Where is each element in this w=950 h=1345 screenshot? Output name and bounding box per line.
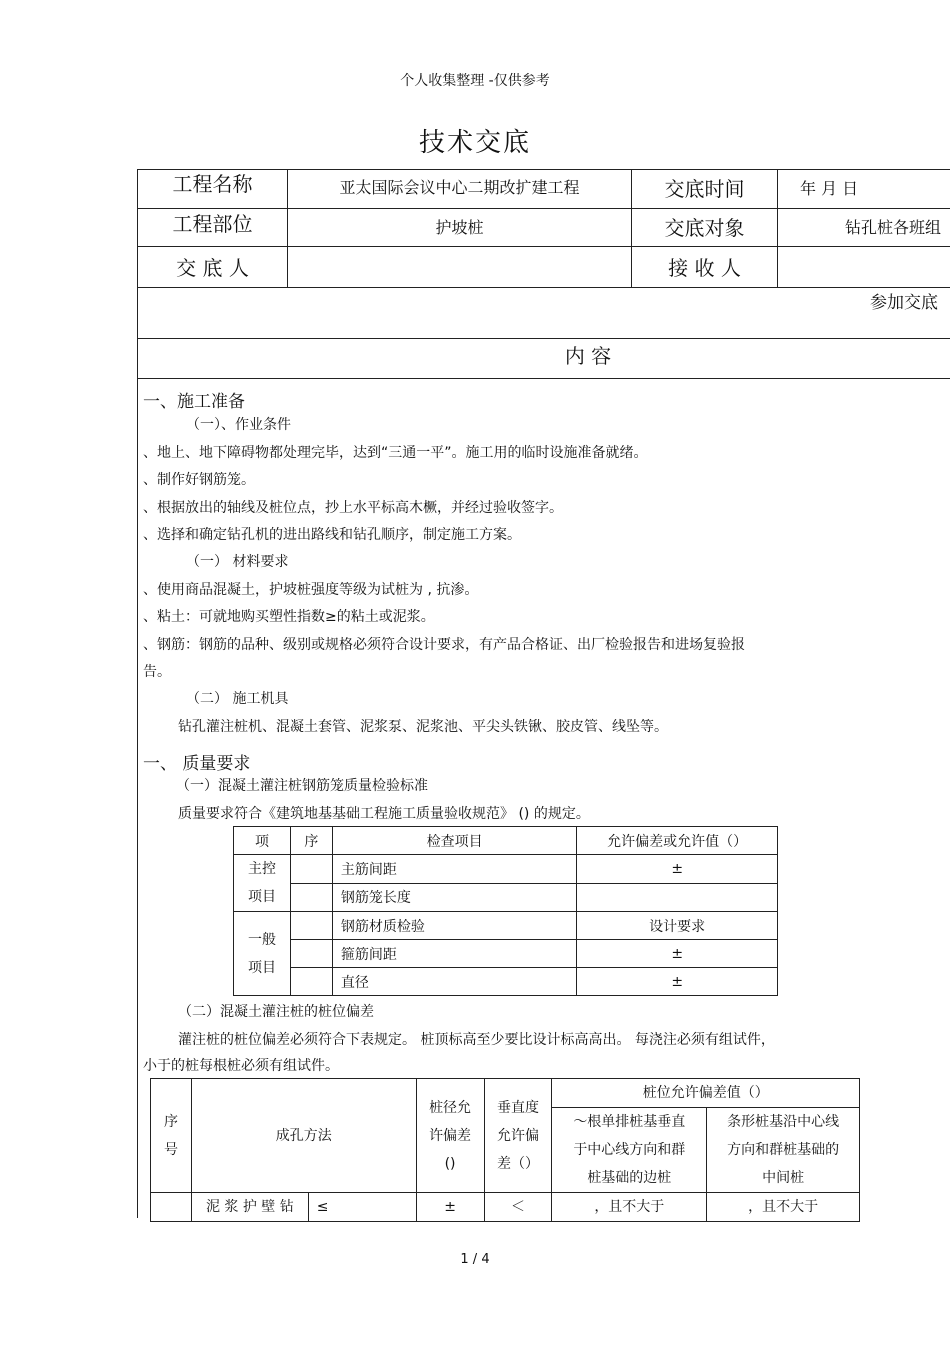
section-1-title: 一、施工准备 <box>143 392 245 412</box>
table-cell-condition: ≤ <box>308 1193 416 1222</box>
rebar-cage-inspection-table <box>233 826 778 996</box>
part-label: 工程部位 <box>172 211 253 236</box>
section-1-line-5: 、使用商品混凝土，护坡桩强度等级为试桩为 , 抗渗。 <box>143 582 479 598</box>
table-cell-verticality: ＜ <box>484 1193 552 1222</box>
table2-header-no: 序 号 <box>151 1079 192 1193</box>
section-1-line-2: 、制作好钢筋笼。 <box>143 472 255 488</box>
table1-group-main: 主控 项目 <box>234 855 291 912</box>
target-value: 钻孔桩各班组 <box>845 217 942 237</box>
table2-header-position-middle: 条形桩基沿中心线 方向和群桩基础的 中间桩 <box>707 1108 860 1193</box>
section-1-line-7: 、钢筋：钢筋的品种、级别或规格必须符合设计要求，有产品合格证、出厂检验报告和进场复验报 <box>143 637 745 653</box>
section-1-line-4: 、选择和确定钻孔机的进出路线和钻孔顺序，制定施工方案。 <box>143 527 521 543</box>
page-number: 1 / 4 <box>460 1252 490 1267</box>
section-2-title: 一、 质量要求 <box>143 754 251 774</box>
table1-header-item: 项 <box>234 827 291 855</box>
table-cell-value: 设计要求 <box>577 912 778 940</box>
date-label: 交底时间 <box>664 176 745 201</box>
table-cell-diameter: ± <box>416 1193 484 1222</box>
section-1-line-6: 、粘土：可就地购买塑性指数≥的粘土或泥浆。 <box>143 609 435 625</box>
table1-header-check: 检查项目 <box>332 827 577 855</box>
page-header: 个人收集整理 -仅供参考 <box>400 73 550 89</box>
table2-header-diameter: 桩径允 许偏差 () <box>416 1079 484 1193</box>
project-name-value: 亚太国际会议中心二期改扩建工程 <box>339 178 580 197</box>
table-cell-value <box>577 883 778 912</box>
section-2-line-3: 小于的桩每根桩必须有组试件。 <box>143 1058 339 1074</box>
project-name-label: 工程名称 <box>172 171 253 196</box>
section-1-line-7b: 告。 <box>143 664 171 680</box>
section-2-line-1: 质量要求符合《建筑地基基础工程施工质量验收规范》 () 的规定。 <box>178 806 590 822</box>
section-1-sub-1: （一）、作业条件 <box>186 417 291 433</box>
table2-header-position: 桩位允许偏差值（） <box>552 1079 860 1108</box>
date-value: 年 月 日 <box>800 178 859 198</box>
participants-label: 参加交底 <box>870 292 938 313</box>
section-1-line-3: 、根据放出的轴线及桩位点，抄上水平标高木橛，并经过验收签字。 <box>143 500 563 516</box>
section-2-sub-1: （一）混凝土灌注桩钢筋笼质量检验标准 <box>176 778 428 794</box>
table-row: 钢筋材质检验 <box>332 912 577 940</box>
section-2-sub-2: （二）混凝土灌注桩的桩位偏差 <box>178 1004 374 1020</box>
content-label: 内 容 <box>564 343 612 368</box>
table-cell-position-middle: ，且不大于 <box>707 1193 860 1222</box>
table-row: 箍筋间距 <box>332 940 577 968</box>
target-label: 交底对象 <box>664 215 745 240</box>
table-cell-position-edge: ，且不大于 <box>552 1193 707 1222</box>
table-row: 钢筋笼长度 <box>332 883 577 912</box>
table1-group-general: 一般 项目 <box>234 912 291 996</box>
section-1-sub-2: （一） 材料要求 <box>186 554 289 570</box>
section-1-line-8: 钻孔灌注桩机、混凝土套管、泥浆泵、泥浆池、平尖头铁锹、胶皮管、线坠等。 <box>178 719 668 735</box>
table2-header-method: 成孔方法 <box>191 1079 416 1193</box>
table2-header-position-edge: ～根单排桩基垂直 于中心线方向和群 桩基础的边桩 <box>552 1108 707 1193</box>
table1-header-no: 序 <box>290 827 332 855</box>
table-cell-value: ± <box>577 855 778 884</box>
table1-header-tolerance: 允许偏差或允许值（） <box>577 827 778 855</box>
table-row: 主筋间距 <box>332 855 577 884</box>
receiver-label: 接 收 人 <box>668 255 741 280</box>
part-value: 护坡桩 <box>435 218 484 237</box>
section-1-sub-3: （二） 施工机具 <box>186 691 289 707</box>
table2-header-verticality: 垂直度 允许偏 差（） <box>484 1079 552 1193</box>
table-row: 泥 浆 护 壁 钻 <box>191 1193 308 1222</box>
table-cell-value: ± <box>577 940 778 968</box>
pile-position-deviation-table <box>150 1078 860 1222</box>
giver-label: 交 底 人 <box>176 255 249 280</box>
table-cell-value: ± <box>577 968 778 996</box>
section-1-line-1: 、地上、地下障碍物都处理完毕，达到“三通一平”。施工用的临时设施准备就绪。 <box>143 445 648 461</box>
document-title: 技术交底 <box>418 128 531 158</box>
table-row: 直径 <box>332 968 577 996</box>
section-2-line-2: 灌注桩的桩位偏差必须符合下表规定。 桩顶标高至少要比设计标高高出。 每浇注必须有组试件， <box>178 1032 775 1048</box>
